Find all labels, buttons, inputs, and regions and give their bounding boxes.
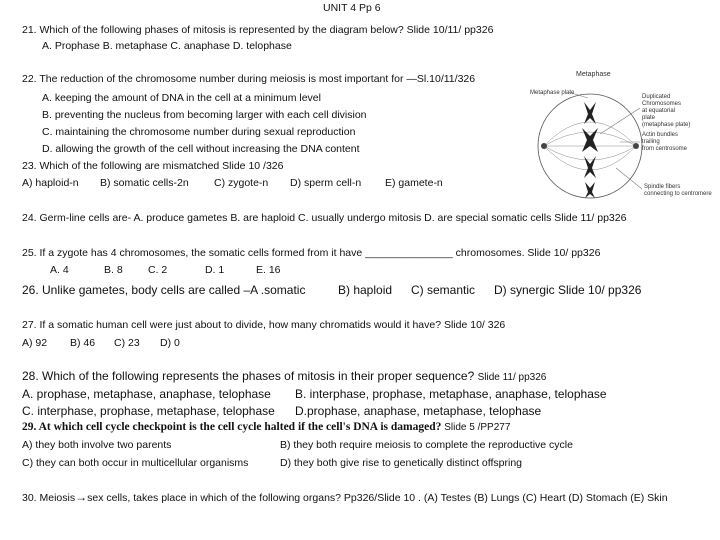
actin-label-line3: from centrosome bbox=[642, 146, 688, 152]
q29-slide-ref: Slide 5 /PP277 bbox=[444, 422, 511, 433]
q23-option-b: B) somatic cells-2n bbox=[100, 177, 189, 189]
right-arrow-icon: → bbox=[75, 490, 88, 504]
duplicated-label-line4: plate bbox=[642, 115, 656, 121]
actin-label-line2: trailing bbox=[642, 139, 660, 145]
q29-option-d: D) they both give rise to genetically distinct offspring bbox=[280, 457, 523, 469]
spindle-pointer-line bbox=[616, 168, 642, 189]
q22-stem: 22. The reduction of the chromosome number during meiosis is most important for —Sl.10/11/326 bbox=[22, 73, 476, 85]
q29-option-b: B) they both require meiosis to complete the reproductive cycle bbox=[280, 439, 573, 451]
duplicated-label-line1: Duplicated bbox=[642, 94, 671, 100]
q26-stem: 26. Unlike gametes, body cells are called –A .somatic bbox=[22, 283, 306, 297]
q27-option-c: C) 23 bbox=[114, 337, 140, 349]
q28-stem-text: 28. Which of the following represents the phases of mitosis in their proper sequence? bbox=[22, 369, 475, 383]
q23-option-a: A) haploid-n bbox=[22, 177, 79, 189]
q30-prefix: 30. Meiosis bbox=[22, 492, 76, 504]
q22-option-b: B. preventing the nucleus from becoming larger with each cell division bbox=[42, 109, 367, 121]
q25-option-e: E. 16 bbox=[256, 264, 281, 276]
left-centrosome bbox=[541, 143, 547, 149]
spindle-label-line2: connecting to centromere bbox=[644, 191, 712, 197]
q24-text: 24. Germ-line cells are- A. produce gametes B. are haploid C. usually undergo mitosis D. are special somatic cells Slide 11/ pp326 bbox=[22, 212, 627, 224]
q22-option-d: D. allowing the growth of the cell without increasing the DNA content bbox=[42, 143, 360, 155]
q28-stem bbox=[22, 369, 546, 385]
q29-stem-text: 29. At which cell cycle checkpoint is the cell cycle halted if the cell's DNA is damaged? bbox=[22, 421, 442, 433]
metaphase-diagram bbox=[524, 68, 720, 218]
q25-option-c: C. 2 bbox=[148, 264, 168, 276]
q26-option-b: B) haploid bbox=[338, 283, 393, 297]
q27-option-d: D) 0 bbox=[160, 337, 180, 349]
q23-option-e: E) gamete-n bbox=[385, 177, 443, 189]
q21-stem: 21. Which of the following phases of mitosis is represented by the diagram below? Slide 10/11/ pp326 bbox=[22, 24, 494, 36]
q27-option-a: A) 92 bbox=[22, 337, 48, 349]
chromosomes bbox=[582, 102, 598, 198]
q25-option-b: B. 8 bbox=[104, 264, 123, 276]
diagram-title: Metaphase bbox=[576, 71, 611, 78]
q28-slide-ref: Slide 11/ pp326 bbox=[477, 372, 547, 383]
duplicated-label-line3: at equatorial bbox=[642, 108, 676, 114]
q29-option-c: C) they can both occur in multicellular organisms bbox=[22, 457, 249, 469]
duplicated-label-line5: (metaphase plate) bbox=[642, 122, 691, 128]
q26-option-c: C) semantic bbox=[411, 283, 476, 297]
q30-text bbox=[22, 491, 668, 505]
q25-stem: 25. If a zygote has 4 chromosomes, the somatic cells formed from it have _______________ chromosomes. Slide 10/ pp326 bbox=[22, 247, 601, 259]
spindle-label-line1: Spindle fibers bbox=[644, 184, 681, 190]
q28-option-d: D.prophase, anaphase, metaphase, telophase bbox=[295, 404, 542, 418]
q23-stem: 23. Which of the following are mismatched Slide 10 /326 bbox=[22, 160, 284, 172]
page-header: UNIT 4 Pp 6 bbox=[323, 2, 381, 14]
q22-option-c: C. maintaining the chromosome number during sexual reproduction bbox=[42, 126, 356, 138]
right-centrosome bbox=[633, 143, 639, 149]
q28-option-b: B. interphase, prophase, metaphase, anaphase, telophase bbox=[295, 387, 607, 401]
q25-option-a: A. 4 bbox=[50, 264, 69, 276]
q23-option-c: C) zygote-n bbox=[214, 177, 269, 189]
q22-option-a: A. keeping the amount of DNA in the cell at a minimum level bbox=[42, 92, 321, 104]
duplicated-pointer-line bbox=[600, 108, 640, 134]
q29-stem bbox=[22, 420, 510, 435]
diagram-metaphase-plate-label: Metaphase plate bbox=[530, 90, 575, 96]
q28-option-c: C. interphase, prophase, metaphase, telophase bbox=[22, 404, 275, 418]
q29-option-a: A) they both involve two parents bbox=[22, 439, 172, 451]
q26-option-d: D) synergic Slide 10/ pp326 bbox=[494, 283, 642, 297]
q28-option-a: A. prophase, metaphase, anaphase, telophase bbox=[22, 387, 271, 401]
q25-option-d: D. 1 bbox=[205, 264, 225, 276]
duplicated-label-line2: Chromosomes bbox=[642, 101, 682, 107]
q27-stem: 27. If a somatic human cell were just about to divide, how many chromatids would it have? Slide 10/ 326 bbox=[22, 319, 506, 331]
q23-option-d: D) sperm cell-n bbox=[290, 177, 362, 189]
q21-options: A. Prophase B. metaphase C. anaphase D. telophase bbox=[42, 40, 292, 52]
actin-label-line1: Actin bundles bbox=[642, 132, 679, 138]
q30-rest: sex cells, takes place in which of the following organs? Pp326/Slide 10 . (A) Testes (B) Lungs (C) Heart (D) Stomach (E) Skin bbox=[87, 492, 668, 504]
q27-option-b: B) 46 bbox=[70, 337, 96, 349]
